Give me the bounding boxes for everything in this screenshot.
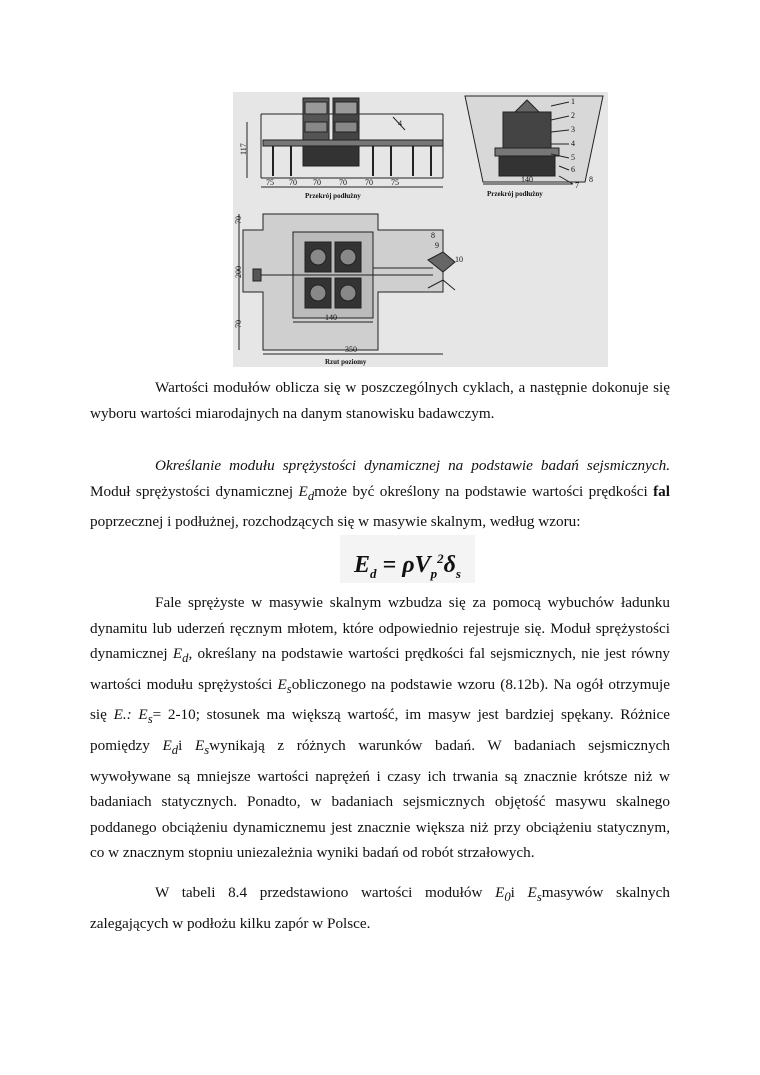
callout-r4: 4 — [571, 139, 575, 148]
p3-Es-3-sub: s — [204, 743, 210, 758]
callout-r2: 2 — [571, 111, 575, 120]
cross-section — [465, 96, 603, 184]
formula-delta-sub: s — [455, 565, 461, 581]
callout-p9: 9 — [435, 241, 439, 250]
callout-p8: 8 — [431, 231, 435, 240]
formula-delta: δ — [443, 552, 456, 578]
callout-r5: 5 — [571, 153, 575, 162]
paragraph-4-text-b: i — [510, 884, 528, 901]
p3-Es-2-base: E — [138, 706, 148, 724]
formula-lhs: E — [354, 552, 371, 578]
p3-symbol-Es-2 — [138, 706, 153, 727]
p3-Es-1-sub: s — [286, 681, 292, 696]
paragraph-1 — [90, 375, 670, 426]
dim-plan-left-2: 70 — [234, 320, 243, 328]
dim-label-4: 70 — [365, 178, 373, 187]
callout-r1: 1 — [571, 97, 575, 106]
dim-label-1: 70 — [289, 178, 297, 187]
p3-Ed-2-sub: d — [171, 743, 179, 758]
paragraph-3-text-b: , określany na podstawie wartości prędkości fal sejsmicznych, nie jest równy wartości modułu sprężystości — [90, 645, 671, 693]
callout-r3: 3 — [571, 125, 575, 134]
paragraph-3 — [90, 590, 670, 866]
paragraph-3-text-c: obliczonego na podstawie wzoru (8.12b). Na ogół otrzymuje się — [90, 675, 671, 724]
p4-symbol-E0 — [495, 884, 511, 905]
test-stand-figure — [233, 92, 608, 367]
p3-Ed-1-sub: d — [182, 651, 189, 666]
dim-label-2: 70 — [313, 178, 321, 187]
dim-plan-inner: 140 — [325, 313, 337, 322]
paragraph-2-bold: fal — [653, 482, 670, 500]
dim-label-3: 70 — [339, 178, 347, 187]
paragraph-4-text-c: masywów skalnych zalegających w podłożu kilku zapór w Polsce. — [90, 884, 670, 932]
formula-lhs-sub: d — [370, 565, 377, 581]
formula-v-sub: p — [430, 565, 438, 581]
p3-symbol-Ed-1 — [172, 645, 189, 666]
paragraph-2-text-c: poprzecznej i podłużnej, rozchodzących się w masywie skalnym, według wzoru: — [90, 513, 581, 531]
caption-plan: Rzut poziomy — [325, 358, 367, 366]
dim-height-left: 117 — [239, 143, 248, 155]
paragraph-3-text-f: wynikają z różnych warunków badań. W badaniach sejsmicznych wywoływane są mniejsze wartości naprężeń i czasy ich trwania są znacznie krótsze niż w badaniach statycznych. Ponadto, w badaniach sejsmicznych objętość masywu skalnego poddanego obciążeniu dynamicznemu jest znacznie większa niż przy obciążeniu statycznym, co w znacznym stopniu uniezależnia wyniki badań od robót strzałowych. — [90, 737, 670, 862]
p4-E0-base: E — [495, 884, 505, 901]
symbol-Ed — [298, 482, 315, 503]
formula-eq: = ρV — [376, 552, 431, 578]
formula-v-sup: 2 — [437, 551, 444, 566]
callout-r6: 6 — [571, 165, 575, 174]
callout-p10: 10 — [455, 255, 463, 264]
dim-plan-left-1: 200 — [234, 266, 243, 278]
p3-Es-2-sub: s — [147, 712, 153, 727]
plan-view — [239, 214, 455, 354]
formula-ed — [340, 535, 475, 583]
p4-Es-sub: s — [536, 890, 542, 905]
p4-E0-sub: 0 — [504, 890, 511, 905]
p3-E-colon: E.: — [113, 706, 139, 724]
paragraph-3-text-e: i — [178, 737, 195, 755]
paragraph-2-text-a: Moduł sprężystości dynamicznej — [90, 482, 299, 500]
callout-top: 4 — [398, 119, 402, 128]
callout-r8: 8 — [589, 175, 593, 184]
dim-right-width: 140 — [521, 175, 533, 184]
p3-Ed-1-base: E — [172, 645, 183, 663]
section-heading: Określanie modułu sprężystości dynamicznej na podstawie badań sejsmicznych. — [155, 457, 670, 474]
paragraph-1-text: Wartości modułów oblicza się w poszczególnych cyklach, a następnie dokonuje się wyboru wartości miarodajnych na danym stanowisku badawczym. — [90, 379, 670, 422]
p3-Es-3-base: E — [194, 737, 205, 755]
p3-Es-1-base: E — [277, 675, 287, 693]
paragraph-2 — [90, 453, 670, 535]
p3-symbol-Es-1 — [277, 675, 292, 696]
p4-symbol-Es — [527, 884, 542, 905]
p3-symbol-Ed-2 — [162, 737, 179, 758]
paragraph-3-text-a: Fale sprężyste w masywie skalnym wzbudza się za pomocą wybuchów ładunku dynamitu lub uderzeń ręcznym młotem, które odpowiednio rejestruje się. Moduł sprężystości dynamicznej — [90, 594, 670, 663]
dim-label-5: 75 — [391, 178, 399, 187]
caption-longitudinal-right: Przekrój podłużny — [487, 190, 543, 198]
paragraph-2-text-b: może być określony na podstawie wartości prędkości — [314, 482, 654, 500]
dim-plan-total: 350 — [345, 345, 357, 354]
paragraph-4-text-a: W tabeli 8.4 przedstawiono wartości modułów — [155, 884, 496, 901]
symbol-Ed-base: E — [298, 482, 308, 500]
symbol-Ed-sub: d — [307, 488, 315, 503]
figure-drawing — [233, 92, 608, 367]
paragraph-4 — [90, 880, 670, 936]
paragraph-3-text-d: = 2-10; stosunek ma większą wartość, im masyw jest bardziej spękany. Różnice pomiędzy — [90, 706, 671, 755]
p4-Es-base: E — [527, 884, 537, 901]
p3-symbol-Es-3 — [194, 737, 210, 758]
p3-Ed-2-base: E — [162, 737, 172, 755]
longitudinal-section — [247, 98, 443, 187]
callout-r7: 7 — [575, 181, 579, 190]
caption-longitudinal-left: Przekrój podłużny — [305, 192, 361, 200]
dim-label-0: 75 — [266, 178, 274, 187]
dim-plan-left-0: 70 — [234, 216, 243, 224]
